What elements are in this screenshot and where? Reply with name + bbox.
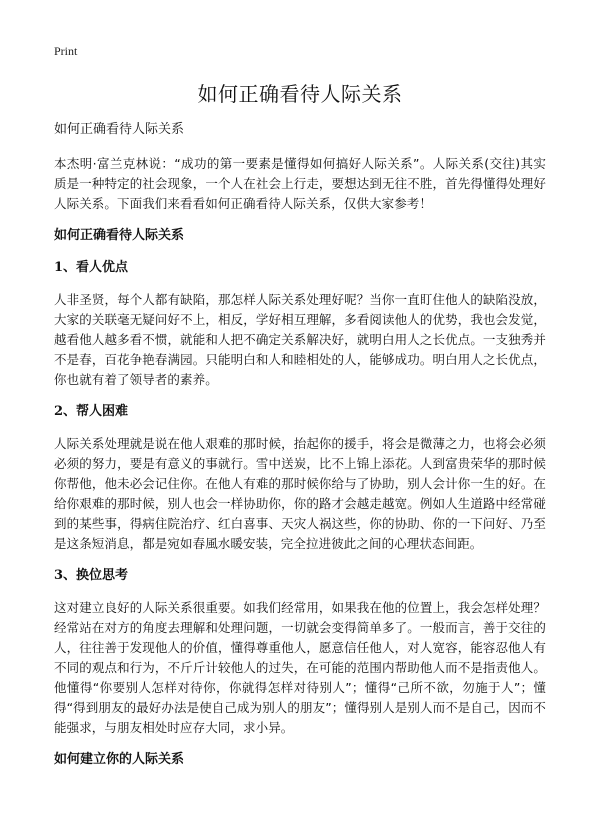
point-heading-1: 1、看人优点 bbox=[54, 260, 129, 275]
page-title: 如何正确看待人际关系 bbox=[197, 82, 403, 106]
section-heading-2: 如何建立你的人际关系 bbox=[54, 752, 185, 767]
print-label[interactable]: Print bbox=[54, 44, 78, 58]
article-body bbox=[54, 120, 546, 782]
point-heading-2: 2、帮人困难 bbox=[54, 404, 129, 419]
section-heading-1: 如何正确看待人际关系 bbox=[54, 228, 185, 243]
point-paragraph-2: 人际关系处理就是说在他人艰难的那时候，抬起你的援手，将会是微薄之力，也将会必须必须的努力，要是有意义的事就行。雪中送炭，比不上锦上添花。人到富贵荣华的那时候你帮他，他未必会记住你。在他人有难的那时候你给与了协助，别人会计你一生的好。在给你艰难的那时候，别人也会一样协助你，你的路才会越走越宽。例如人生道路中经常碰到的某些事，得病住院治疗、红白喜事、天灾人祸这些，你的协助、你的一下问好、乃至是这条短消息，都是宛如春風水暖安装，完全拉进彼此之间的心理状态间距。 bbox=[54, 436, 546, 551]
intro-paragraph: 本杰明·富兰克林说：“成功的第一要素是懂得如何搞好人际关系”。人际关系(交往)其实质是一种特定的社会现象，一个人在社会上行走，要想达到无往不胜，首先得懂得处理好人际关系。下面我们来看看如何正确看待人际关系，仅供大家参考！ bbox=[54, 156, 546, 211]
article-subtitle: 如何正确看待人际关系 bbox=[54, 122, 185, 137]
point-heading-3: 3、换位思考 bbox=[54, 568, 129, 583]
point-paragraph-3: 这对建立良好的人际关系很重要。如我们经常用，如果我在他的位置上，我会怎样处理？经常站在对方的角度去理解和处理问题，一切就会变得简单多了。一般而言，善于交往的人，往往善于发现他人的价值，懂得尊重他人，愿意信任他人，对人宽容，能容忍他人有不同的观点和行为，不斤斤计较他人的过失，在可能的范围内帮助他人而不是指责他人。他懂得“你要别人怎样对待你，你就得怎样对待别人”；懂得“己所不欲，勿施于人”；懂得“得到朋友的最好办法是使自己成为别人的朋友”；懂得别人是别人而不是自己，因而不能强求，与朋友相处时应存大同，求小异。 bbox=[54, 600, 546, 735]
point-paragraph-1: 人非圣贤，每个人都有缺陷，那怎样人际关系处理好呢？当你一直盯住他人的缺陷没放，大家的关联毫无疑问好不上，相反，学好相互理解，多看阅读他人的优势，我也会发觉，越看他人越多看不惯，就能和人把不确定关系解决好，就明白用人之长优点。一支独秀并不是春，百花争艳春满园。只能明白和人和睦相处的人，能够成功。明白用人之长优点，你也就有着了领导者的素养。 bbox=[54, 292, 546, 387]
